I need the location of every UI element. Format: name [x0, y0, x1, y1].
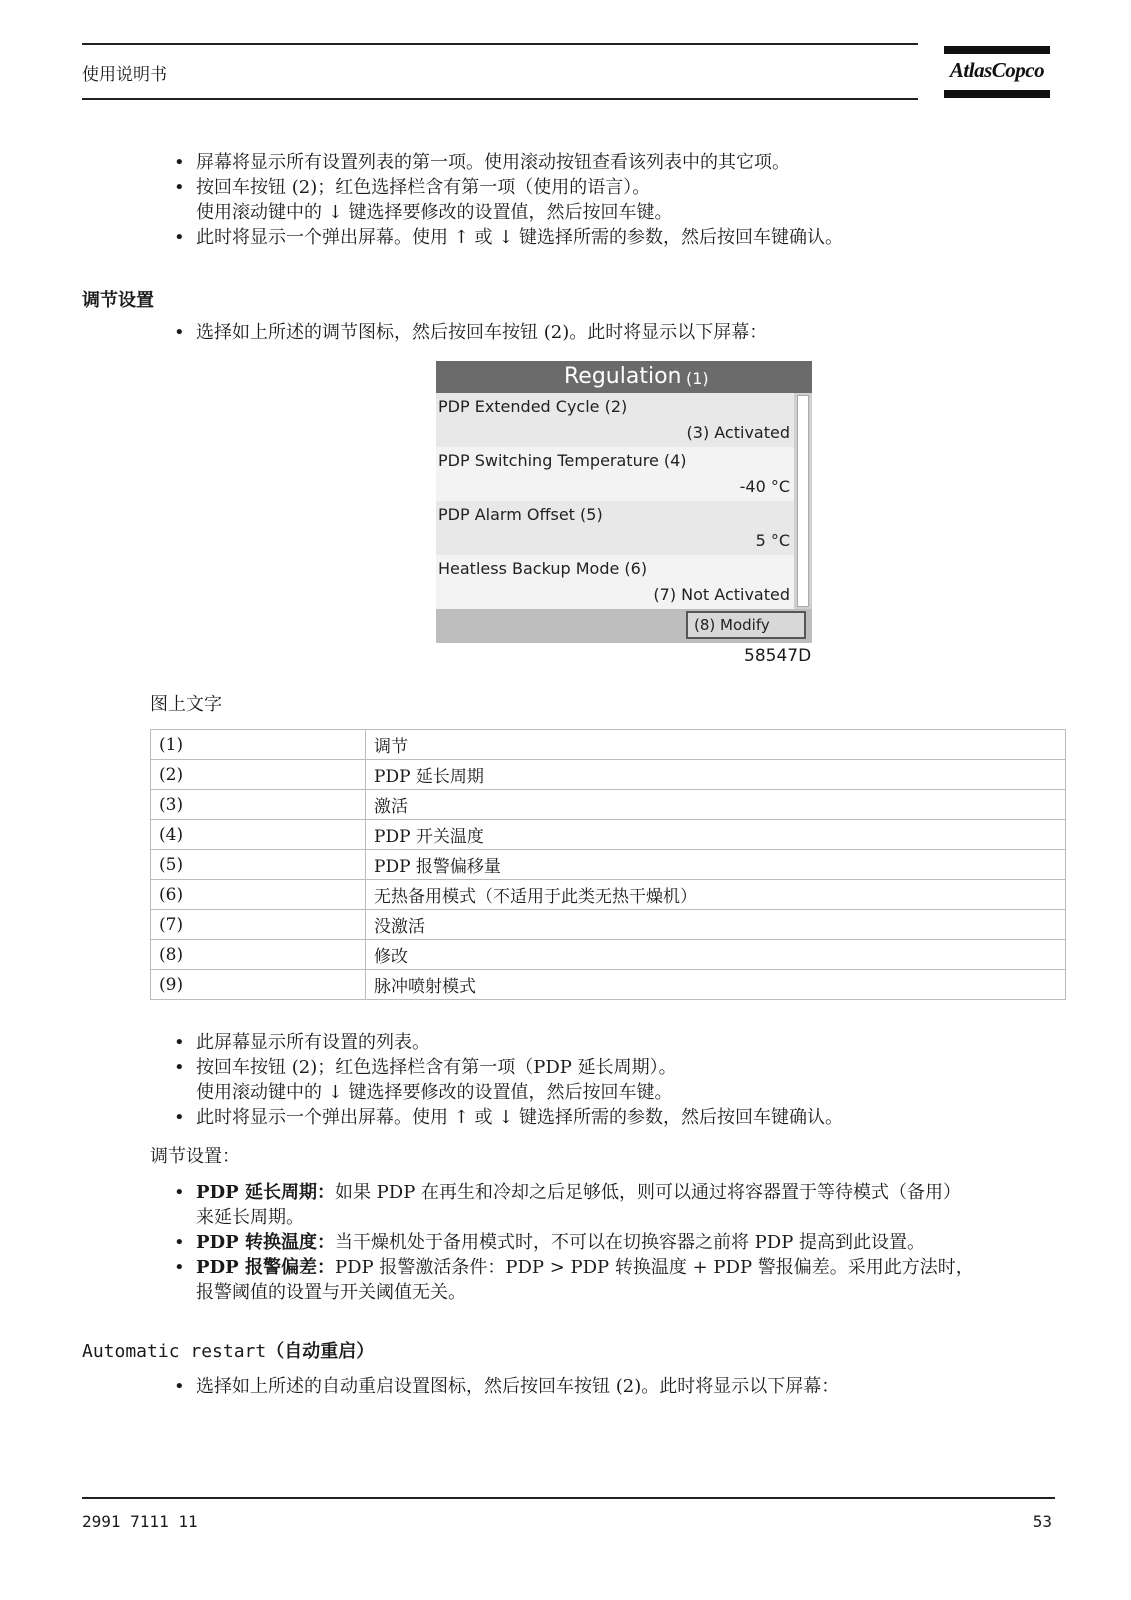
screen-title-bar: [436, 361, 812, 393]
header-bottom-rule: [82, 98, 918, 100]
footer-rule: [82, 1497, 1055, 1499]
setting-text: PDP 报警激活条件：PDP > PDP 转换温度 + PDP 警报偏差。采用此方法时，: [334, 1257, 974, 1278]
table-row: (3) 激活: [151, 790, 1066, 820]
screen-row[interactable]: [436, 393, 794, 447]
screen-title: Regulation: [564, 364, 682, 389]
table-row: (7) 没激活: [151, 910, 1066, 940]
table-row: (6) 无热备用模式（不适用于此类无热干燥机）: [151, 880, 1066, 910]
header-title: 使用说明书: [82, 65, 167, 85]
screen-row[interactable]: [436, 555, 794, 609]
doc-number: 2991 7111 11: [82, 1512, 198, 1531]
row-value: 5 °C: [755, 531, 790, 550]
screen-scrollbar[interactable]: [794, 393, 812, 609]
section-heading-restart: Automatic restart（自动重启）: [82, 1341, 375, 1362]
setting-term: PDP 报警偏差：: [196, 1257, 335, 1278]
table-row: (8) 修改: [151, 940, 1066, 970]
table-row: (9) 脉冲喷射模式: [151, 970, 1066, 1000]
setting-text: 当干燥机处于备用模式时，不可以在切换容器之前将 PDP 提高到此设置。: [334, 1232, 926, 1253]
row-label: PDP Switching Temperature (4): [438, 451, 687, 470]
table-row: (1) 调节: [151, 730, 1066, 760]
screen-list: [436, 393, 794, 609]
regulation-screen: [436, 361, 812, 643]
setting-text: 如果 PDP 在再生和冷却之后足够低，则可以通过将容器置于等待模式（备用）: [334, 1182, 962, 1203]
table-row: (4) PDP 开关温度: [151, 820, 1066, 850]
row-label: Heatless Backup Mode (6): [438, 559, 648, 578]
page-number: 53: [1032, 1512, 1052, 1531]
row-value: (3) Activated: [686, 423, 790, 442]
screen-title-number: (1): [686, 369, 709, 388]
setting-term: PDP 延长周期：: [196, 1182, 335, 1203]
row-label: PDP Extended Cycle (2): [438, 397, 628, 416]
row-label: PDP Alarm Offset (5): [438, 505, 603, 524]
scrollbar-thumb[interactable]: [797, 395, 809, 607]
table-row: (5) PDP 报警偏移量: [151, 850, 1066, 880]
modify-button[interactable]: (8) Modify: [686, 611, 806, 639]
header-top-rule: [82, 43, 918, 45]
screen-row[interactable]: [436, 501, 794, 555]
section-heading-regulation: 调节设置: [82, 290, 154, 311]
legend-caption: 图上文字: [150, 694, 222, 715]
table-row: (2) PDP 延长周期: [151, 760, 1066, 790]
screen-row[interactable]: [436, 447, 794, 501]
row-value: -40 °C: [739, 477, 790, 496]
figure-id: 58547D: [744, 646, 812, 666]
settings-heading: 调节设置：: [150, 1146, 240, 1167]
screen-footer: [436, 609, 812, 643]
atlas-copco-logo: AtlasCopco: [944, 46, 1050, 100]
setting-term: PDP 转换温度：: [196, 1232, 335, 1253]
legend-table: [150, 729, 1066, 1000]
row-value: (7) Not Activated: [653, 585, 790, 604]
